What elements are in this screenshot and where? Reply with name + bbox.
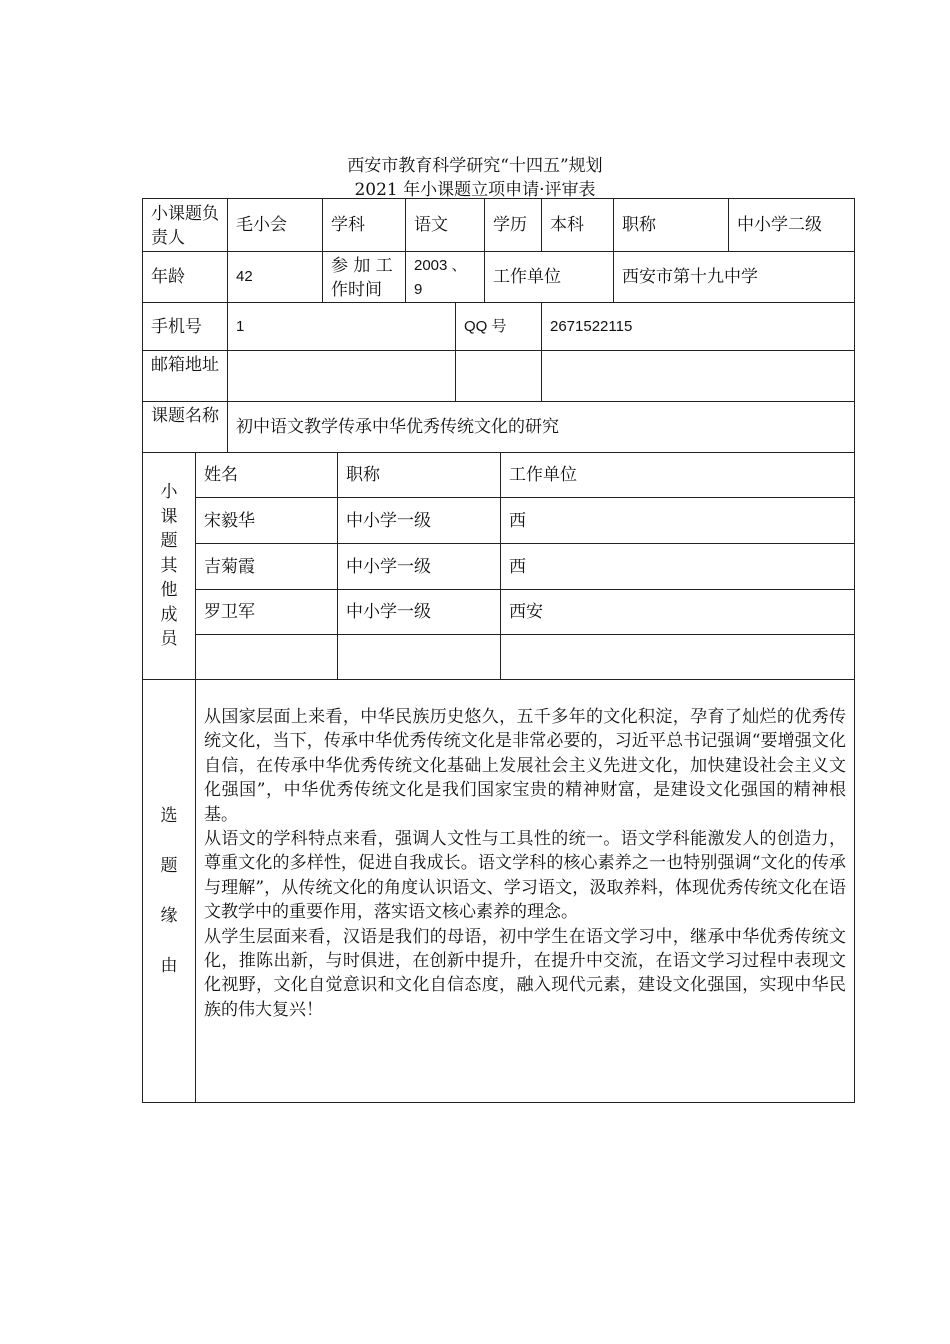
qq-label: QQ 号 bbox=[455, 302, 541, 350]
members-label-char: 小 bbox=[160, 482, 178, 503]
reason-label-char: 由 bbox=[160, 956, 178, 976]
rank-value: 中小学二级 bbox=[728, 199, 854, 251]
phone-label: 手机号 bbox=[143, 302, 227, 350]
member-rank: 中小学一级 bbox=[337, 589, 500, 634]
work-time-value: 2003 、 9 bbox=[405, 251, 484, 302]
form-title-line1: 西安市教育科学研究“十四五”规划 bbox=[347, 156, 603, 176]
reason-label-char: 缘 bbox=[160, 906, 178, 926]
work-unit-value: 西安市第十九中学 bbox=[613, 251, 854, 302]
work-time-label: 参 加 工作时间 bbox=[322, 251, 405, 302]
qq-value: 2671522115 bbox=[541, 302, 854, 350]
application-form-table bbox=[142, 198, 855, 1103]
email-value bbox=[227, 350, 455, 401]
member-unit: 西 bbox=[500, 543, 854, 589]
member-rank: 中小学一级 bbox=[337, 497, 500, 543]
age-label: 年龄 bbox=[143, 251, 227, 302]
member-name bbox=[195, 634, 337, 679]
member-unit: 西安 bbox=[500, 589, 854, 634]
rank-label: 职称 bbox=[613, 199, 728, 251]
members-header-name: 姓名 bbox=[195, 452, 337, 497]
subject-value: 语文 bbox=[405, 199, 484, 251]
member-name: 宋毅华 bbox=[195, 497, 337, 543]
members-header-rank: 职称 bbox=[337, 452, 500, 497]
reason-content bbox=[195, 679, 854, 1102]
education-label: 学历 bbox=[484, 199, 541, 251]
reason-label-char: 选 bbox=[160, 806, 178, 826]
reason-paragraph: 从国家层面上来看，中华民族历史悠久，五千多年的文化积淀，孕育了灿烂的优秀传统文化，当下，传承中华优秀传统文化是非常必要的，习近平总书记强调“要增强文化自信，在传承中华优秀传统文化基础上发展社会主义先进文化，加快建设社会主义文化强国”，中华优秀传统文化是我们国家宝贵的精神财富，是建设文化强国的精神根基。 bbox=[204, 707, 846, 825]
phone-value: 1 bbox=[227, 302, 455, 350]
education-value: 本科 bbox=[541, 199, 613, 251]
members-label-char: 题 bbox=[160, 531, 178, 552]
member-unit: 西 bbox=[500, 497, 854, 543]
subject-label: 学科 bbox=[322, 199, 405, 251]
member-rank: 中小学一级 bbox=[337, 543, 500, 589]
member-name: 吉菊霞 bbox=[195, 543, 337, 589]
reason-paragraph: 从语文的学科特点来看，强调人文性与工具性的统一。语文学科能激发人的创造力，尊重文化的多样性，促进自我成长。语文学科的核心素养之一也特别强调“文化的传承与理解”，从传统文化的角度认识语文、学习语文，汲取养料，体现优秀传统文化在语文教学中的重要作用，落实语文核心素养的理念。 bbox=[204, 829, 846, 923]
members-label-char: 成 bbox=[160, 604, 178, 625]
member-unit bbox=[500, 634, 854, 679]
reason-label-char: 题 bbox=[160, 856, 178, 876]
reason-section-label bbox=[143, 679, 195, 1102]
members-section-label bbox=[143, 452, 195, 679]
form-title-line2: 2021 年小课题立项申请·评审表 bbox=[354, 180, 596, 200]
topic-value: 初中语文教学传承中华优秀传统文化的研究 bbox=[227, 401, 854, 452]
age-value: 42 bbox=[227, 251, 322, 302]
leader-value: 毛小会 bbox=[227, 199, 322, 251]
work-unit-label: 工作单位 bbox=[484, 251, 613, 302]
members-label-char: 课 bbox=[160, 506, 178, 527]
email-label: 邮箱地址 bbox=[143, 350, 227, 401]
reason-paragraph: 从学生层面来看，汉语是我们的母语，初中学生在语文学习中，继承中华优秀传统文化，推陈出新，与时俱进，在创新中提升，在提升中交流，在语文学习过程中表现文化视野，文化自觉意识和文化自信态度，融入现代元素，建设文化强国，实现中华民族的伟大复兴！ bbox=[204, 926, 846, 1020]
email-extra-cell bbox=[541, 350, 854, 401]
members-label-char: 员 bbox=[160, 629, 178, 650]
members-header-unit: 工作单位 bbox=[500, 452, 854, 497]
email-extra-cell bbox=[455, 350, 541, 401]
member-rank bbox=[337, 634, 500, 679]
members-label-char: 他 bbox=[160, 580, 178, 601]
member-name: 罗卫军 bbox=[195, 589, 337, 634]
members-label-char: 其 bbox=[160, 555, 178, 576]
topic-label: 课题名称 bbox=[143, 401, 227, 452]
leader-label: 小课题负责人 bbox=[151, 204, 219, 248]
